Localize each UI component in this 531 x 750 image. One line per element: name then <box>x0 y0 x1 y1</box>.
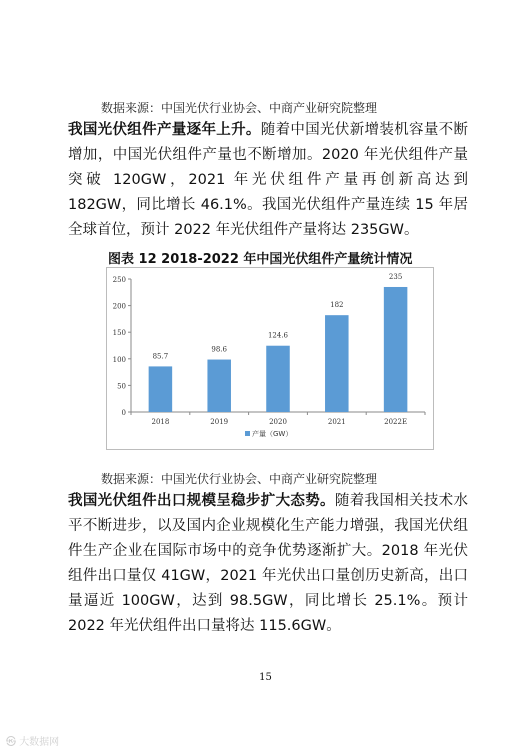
bar-data-label: 182 <box>330 301 344 310</box>
y-tick-label: 200 <box>112 302 126 311</box>
paragraph-lead: 我国光伏组件产量逐年上升。 <box>68 122 261 138</box>
paragraph-body-2: 随着我国相关技术水平不断进步，以及国内企业规模化生产能力增强，我国光伏组件生产企业在国际市场中的竞争优势逐渐扩大。2018 年光伏组件出口量仅 41GW，2021 年光伏出口量创历史新高，出口量逼近 100GW，达到 98.5GW，同比增长 25.1%。预计 2022 年光伏组件出口量将达 115.6GW。 <box>68 493 469 634</box>
bar <box>325 315 349 412</box>
x-tick-label: 2020 <box>269 418 287 426</box>
bar-data-label: 124.6 <box>267 331 289 340</box>
chart-canvas <box>107 268 435 451</box>
figure-title: 图表 12 2018-2022 年中国光伏组件产量统计情况 <box>108 252 413 267</box>
bar-chart <box>106 267 434 450</box>
x-tick-label: 2018 <box>151 418 170 426</box>
paragraph-production <box>68 118 468 243</box>
watermark-logo <box>6 733 59 748</box>
watermark-text: 大数据网 <box>19 737 60 748</box>
data-source-note-2: 数据来源：中国光伏行业协会、中商产业研究院整理 <box>101 472 378 486</box>
bar-data-label: 85.7 <box>152 352 169 361</box>
paragraph-export <box>68 489 468 639</box>
watermark-icon: ㉿ <box>6 737 16 748</box>
legend-swatch <box>245 431 250 436</box>
y-tick-label: 250 <box>112 276 126 284</box>
y-tick-label: 100 <box>112 355 126 364</box>
paragraph-body: 随着中国光伏新增装机容量不断增加，中国光伏组件产量也不断增加。2020 年光伏组件产量突破 120GW，2021 年光伏组件产量再创新高达到 182GW，同比增长 46.1%。我国光伏组件产量连续 15 年居全球首位，预计 2022 年光伏组件产量将达 235GW。 <box>68 122 468 238</box>
x-tick-label: 2021 <box>327 418 346 426</box>
bar <box>207 360 231 412</box>
paragraph-lead-2: 我国光伏组件出口规模呈稳步扩大态势。 <box>68 493 335 509</box>
y-tick-label: 150 <box>112 329 126 338</box>
bar <box>384 287 408 412</box>
bar-data-label: 235 <box>388 272 403 281</box>
data-source-note: 数据来源：中国光伏行业协会、中商产业研究院整理 <box>101 101 378 115</box>
x-tick-label: 2022E <box>384 418 408 426</box>
bar <box>149 366 173 412</box>
y-tick-label: 50 <box>117 382 126 391</box>
page-number: 15 <box>259 672 272 683</box>
y-tick-label: 0 <box>121 409 126 417</box>
bar <box>266 346 290 412</box>
legend-label: 产量（GW） <box>252 430 293 438</box>
bar-data-label: 98.6 <box>211 345 227 354</box>
x-tick-label: 2019 <box>210 418 229 426</box>
